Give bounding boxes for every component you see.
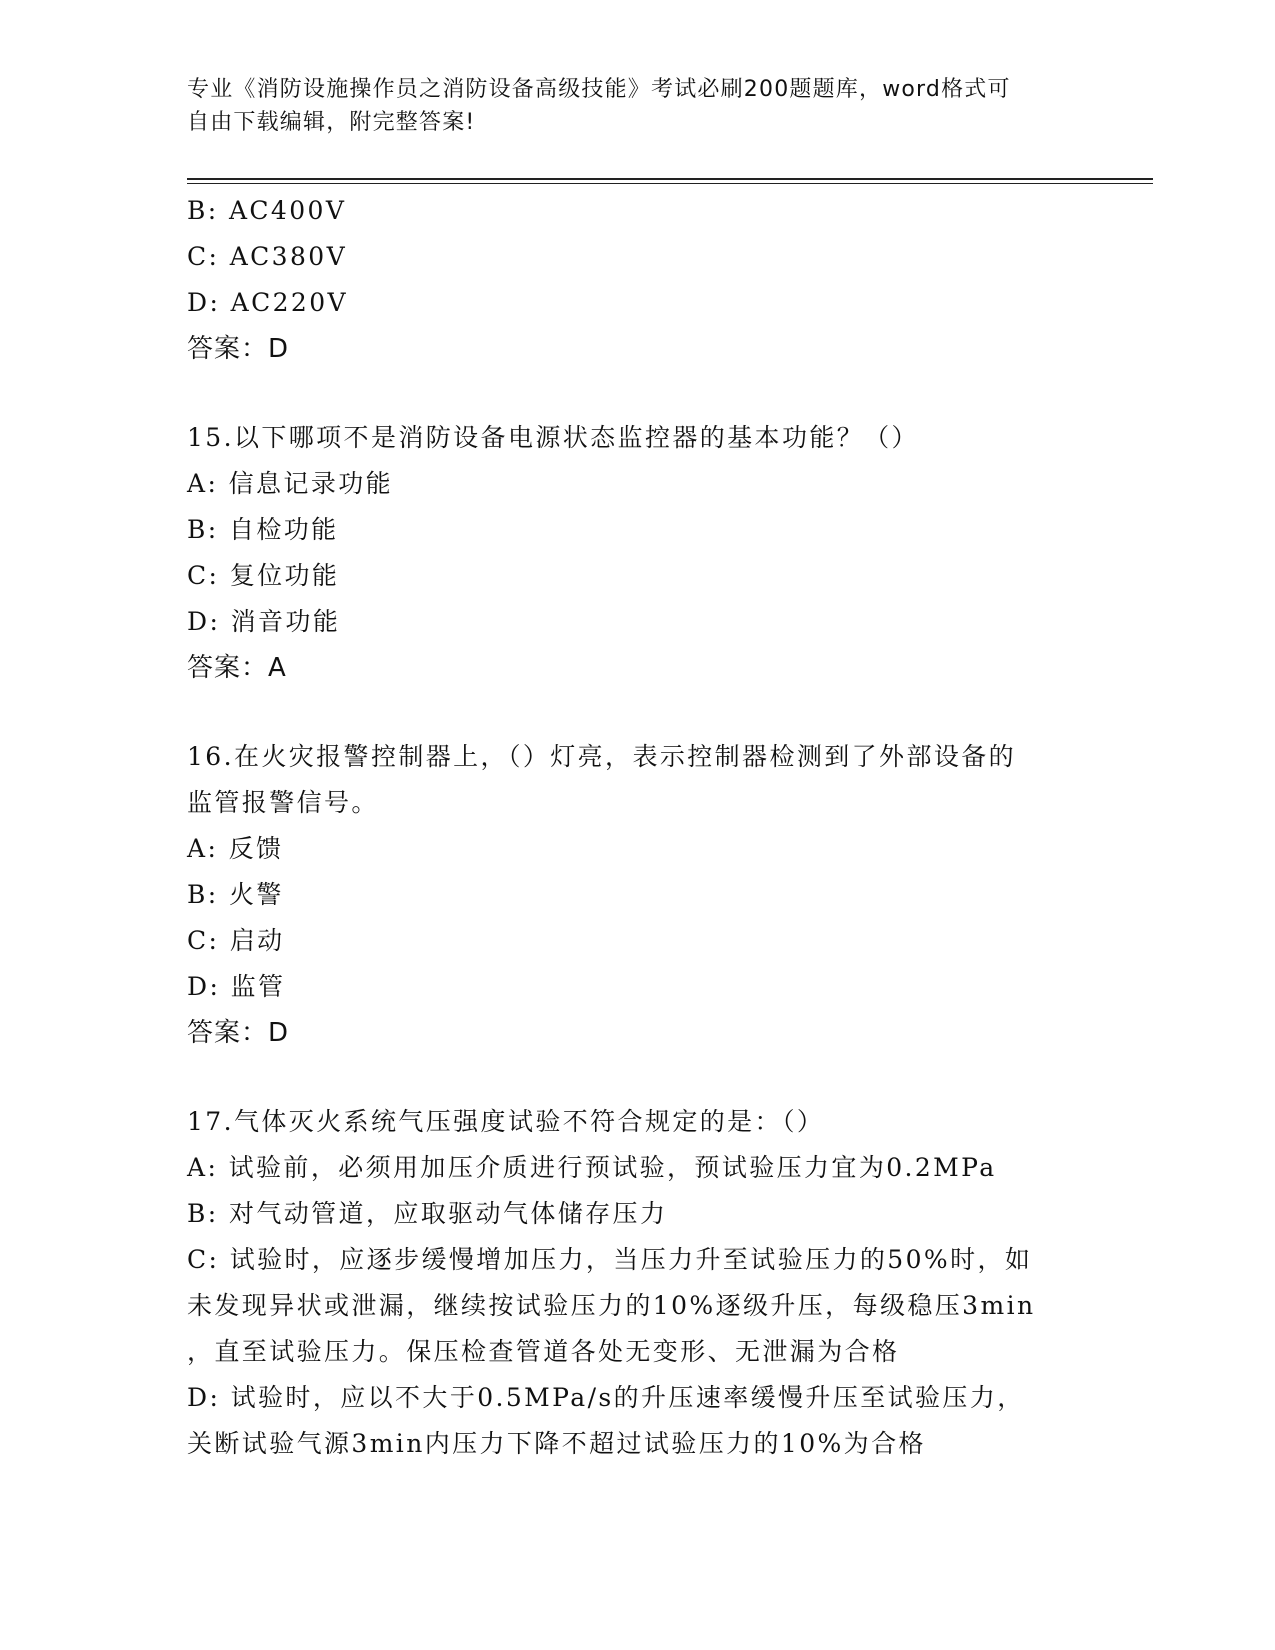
option-a: A: 试验前，必须用加压介质进行预试验，预试验压力宜为0.2MPa — [187, 1153, 997, 1182]
option-c-line-3: ，直至试验压力。保压检查管道各处无变形、无泄漏为合格 — [187, 1337, 900, 1366]
question-text-line-1: 16.在火灾报警控制器上，（）灯亮，表示控制器检测到了外部设备的 — [187, 742, 1017, 771]
option-a: A: 信息记录功能 — [187, 469, 394, 498]
header-line-2: 自由下载编辑，附完整答案! — [187, 110, 476, 135]
document-header — [187, 73, 1067, 139]
header-line-1: 专业《消防设施操作员之消防设备高级技能》考试必刷200题题库，word格式可 — [187, 77, 1011, 102]
answer-line: 答案：D — [187, 334, 290, 364]
option-d: D: AC220V — [187, 288, 348, 317]
option-d: D: 监管 — [187, 972, 286, 1001]
spacer — [187, 691, 1087, 734]
option-d-line-1: D: 试验时，应以不大于0.5MPa/s的升压速率缓慢升压至试验压力， — [187, 1383, 1025, 1412]
option-c: C: AC380V — [187, 242, 348, 271]
answer-line: 答案：A — [187, 653, 287, 683]
option-b: B: AC400V — [187, 196, 347, 225]
option-b: B: 对气动管道，应取驱动气体储存压力 — [187, 1199, 668, 1228]
option-d: D: 消音功能 — [187, 607, 341, 636]
option-b: B: 火警 — [187, 880, 284, 909]
option-b: B: 自检功能 — [187, 515, 339, 544]
option-d-line-2: 关断试验气源3min内压力下降不超过试验压力的10%为合格 — [187, 1429, 926, 1458]
spacer — [187, 372, 1087, 415]
option-c: C: 启动 — [187, 926, 285, 955]
question-17 — [187, 1099, 1087, 1467]
question-text: 17.气体灭火系统气压强度试验不符合规定的是：（） — [187, 1107, 825, 1136]
question-text: 15.以下哪项不是消防设备电源状态监控器的基本功能？（） — [187, 423, 919, 452]
option-c-line-1: C: 试验时，应逐步缓慢增加压力，当压力升至试验压力的50%时，如 — [187, 1245, 1033, 1274]
question-text-line-2: 监管报警信号。 — [187, 788, 379, 817]
question-14-continued — [187, 188, 1087, 372]
option-a: A: 反馈 — [187, 834, 284, 863]
option-c: C: 复位功能 — [187, 561, 340, 590]
question-16 — [187, 734, 1087, 1056]
option-c-line-2: 未发现异状或泄漏，继续按试验压力的10%逐级升压，每级稳压3min — [187, 1291, 1036, 1320]
document-body — [187, 188, 1087, 1467]
answer-line: 答案：D — [187, 1018, 290, 1048]
spacer — [187, 1056, 1087, 1099]
header-divider — [187, 178, 1153, 184]
question-15 — [187, 415, 1087, 691]
